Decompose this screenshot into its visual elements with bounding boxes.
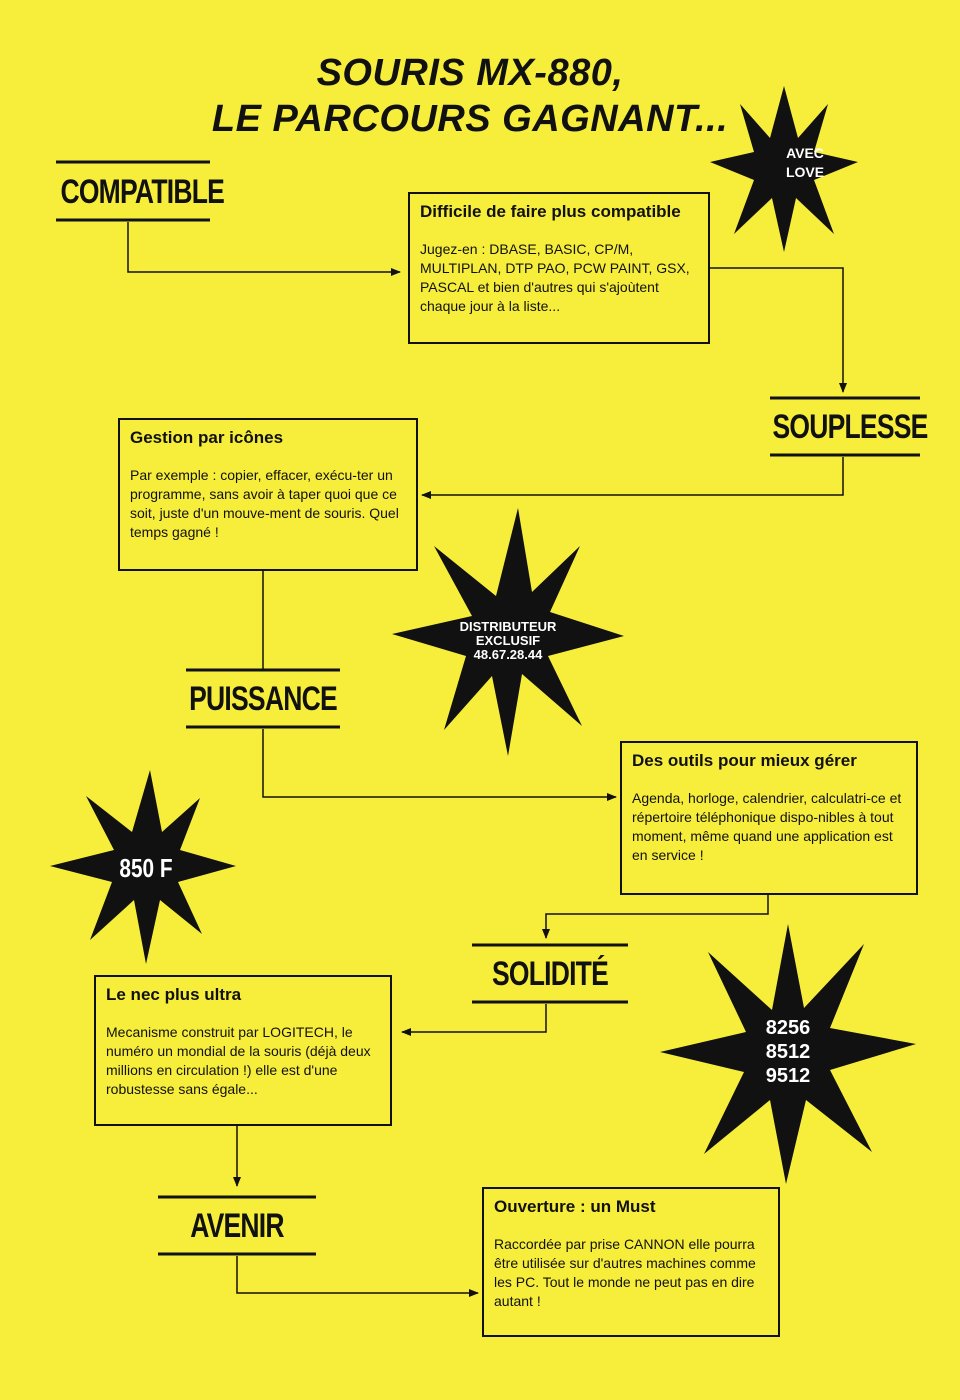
box-avenir-body: Raccordée par prise CANNON elle pourra être utilisée sur d'autres machines comme les PC. Tout le monde ne peut pas en dire autant ! <box>494 1236 756 1309</box>
box-souplesse-body: Par exemple : copier, effacer, exécu-ter un programme, sans avoir à taper quoi que ce soit, juste d'un mouve-ment de souris. Quel temps gagné ! <box>130 467 399 540</box>
star-love-line-1: AVEC <box>786 145 824 161</box>
box-souplesse <box>118 418 418 571</box>
star-love-line-2: LOVE <box>785 164 825 180</box>
connector-box-to-souplesse <box>710 268 843 392</box>
star-model-8512: 8512 <box>765 1041 811 1063</box>
box-puissance-body: Agenda, horloge, calendrier, calculatri-ce et répertoire téléphonique dispo-nibles à tout moment, même quand une application est en service ! <box>632 790 902 863</box>
title-line-2: LE PARCOURS GAGNANT... <box>211 98 729 140</box>
box-solidite-heading: Le nec plus ultra <box>106 985 242 1004</box>
box-avenir <box>482 1187 780 1337</box>
star-distributor-text <box>440 620 576 662</box>
label-puissance: PUISSANCE <box>189 680 337 718</box>
star-models-text <box>742 1016 834 1088</box>
label-solidite: SOLIDITÉ <box>491 955 609 993</box>
star-avec-love-text <box>768 144 842 182</box>
label-souplesse: SOUPLESSE <box>772 408 928 446</box>
star-model-8256: 8256 <box>765 1017 811 1039</box>
box-compatible-heading: Difficile de faire plus compatible <box>420 202 681 221</box>
star-price-text: 850 F <box>119 853 173 883</box>
box-puissance <box>620 741 918 895</box>
box-avenir-heading: Ouverture : un Must <box>494 1197 656 1216</box>
box-souplesse-heading: Gestion par icônes <box>130 428 284 447</box>
star-model-9512: 9512 <box>765 1065 811 1087</box>
box-solidite <box>94 975 392 1126</box>
star-distributor-line-3: 48.67.28.44 <box>473 647 543 662</box>
box-compatible <box>408 192 710 344</box>
label-compatible: COMPATIBLE <box>60 173 225 211</box>
label-avenir: AVENIR <box>190 1207 284 1245</box>
box-compatible-body: Jugez-en : DBASE, BASIC, CP/M, MULTIPLAN, DTP PAO, PCW PAINT, GSX, PASCAL et bien d'autres qui s'ajoùtent chaque jour à la liste... <box>420 241 690 314</box>
connector-souplesse-to-box <box>422 457 843 495</box>
star-distributor-line-2: EXCLUSIF <box>475 633 541 648</box>
star-distributor-line-1: DISTRIBUTEUR <box>459 619 557 634</box>
connector-solidite-to-box <box>402 1004 546 1032</box>
connector-avenir-to-box <box>237 1256 478 1293</box>
connector-compatible-to-box <box>128 222 400 272</box>
box-puissance-heading: Des outils pour mieux gérer <box>632 751 857 770</box>
title-line-1: SOURIS MX-880, <box>316 52 624 94</box>
box-solidite-body: Mecanisme construit par LOGITECH, le numéro un mondial de la souris (déjà deux millions en circulation !) elle est d'une robustesse sans égale... <box>106 1024 371 1097</box>
